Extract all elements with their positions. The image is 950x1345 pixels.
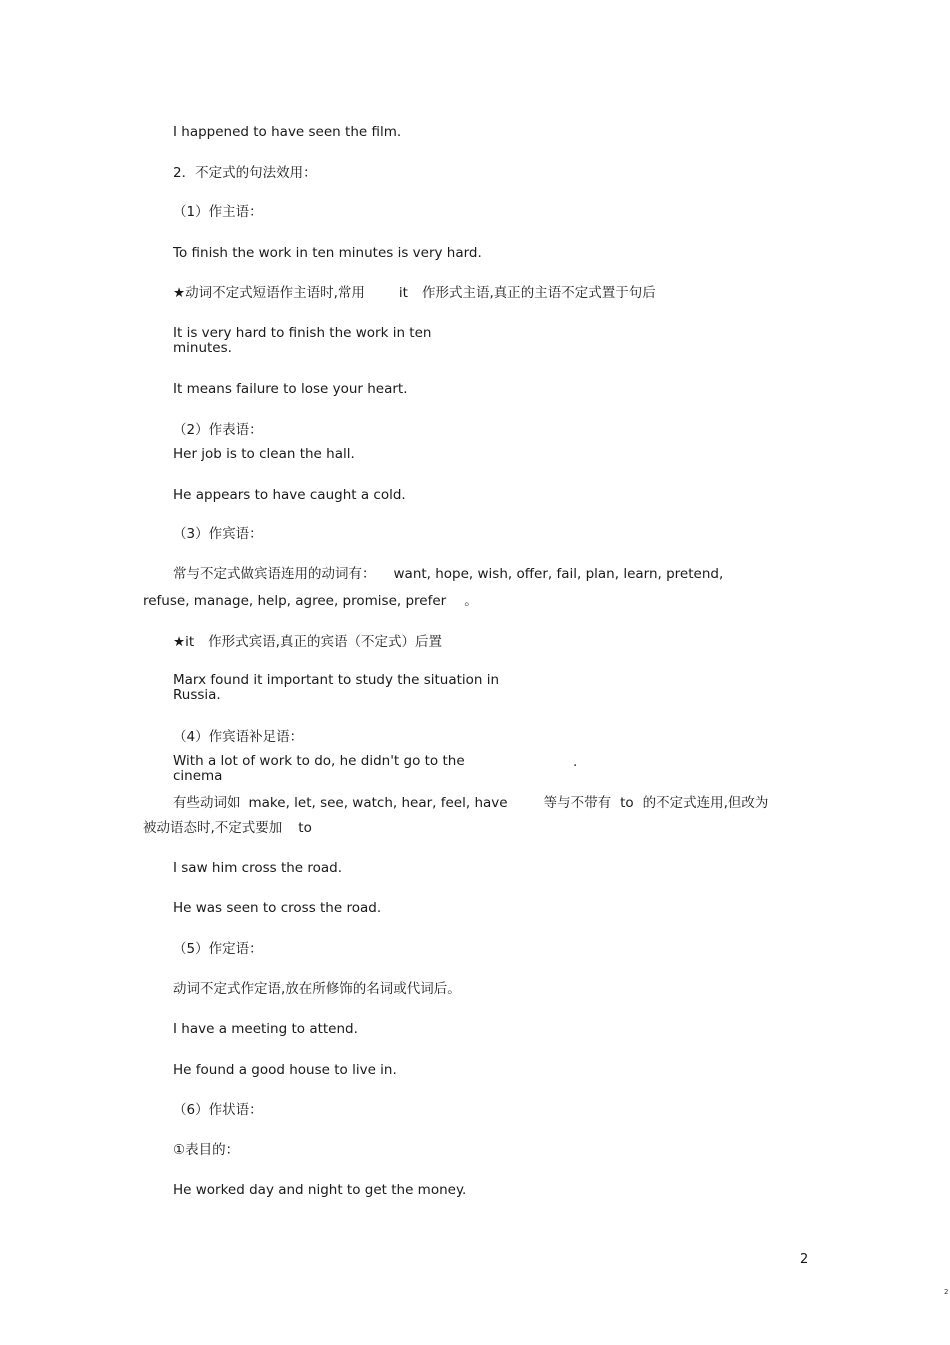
example-sentence: With a lot of work to do, he didn't go to the cinema: [173, 753, 465, 784]
note-text: ★动词不定式短语作主语时,常用: [173, 285, 365, 301]
subsection-heading: （6）作状语：: [173, 1102, 263, 1118]
subsection-heading: （5）作定语：: [173, 941, 263, 957]
example-sentence: It means failure to lose your heart.: [173, 381, 408, 397]
example-sentence: He was seen to cross the road.: [173, 900, 382, 916]
section-heading: 2．不定式的句法效用：: [173, 165, 317, 181]
paragraph-line: [173, 566, 723, 582]
example-sentence: It is very hard to finish the work in ten minutes.: [173, 325, 432, 356]
paragraph-text: 等与不带有: [543, 795, 612, 811]
subsection-heading: （2）作表语：: [173, 422, 263, 438]
paragraph-line: [143, 820, 312, 836]
paragraph-text: 有些动词如: [173, 795, 241, 811]
paragraph-line: [173, 795, 768, 811]
keyword: to: [298, 820, 312, 836]
keyword: to: [620, 795, 634, 811]
note-text: 作形式宾语,真正的宾语（不定式）后置: [208, 634, 442, 650]
paragraph-line: [143, 593, 478, 609]
corner-page-number: 2: [944, 1288, 949, 1296]
example-sentence: He worked day and night to get the money.: [173, 1182, 467, 1198]
example-sentence: To finish the work in ten minutes is very hard.: [173, 245, 482, 261]
paragraph-text: 常与不定式做宾语连用的动词有：: [173, 566, 376, 582]
note-text: 作形式主语,真正的主语不定式置于句后: [421, 285, 656, 301]
example-sentence: He found a good house to live in.: [173, 1062, 397, 1078]
example-sentence: I have a meeting to attend.: [173, 1021, 358, 1037]
subsection-heading: （4）作宾语补足语：: [173, 729, 304, 745]
paragraph-text: 的不定式连用,但改为: [642, 795, 769, 811]
note-keyword: ★it: [173, 634, 195, 650]
list-marker-heading: ①表目的：: [173, 1142, 240, 1158]
stray-period: .: [573, 754, 578, 770]
paragraph-text: 。: [464, 593, 478, 609]
note-line: [173, 285, 656, 301]
paragraph-text: 被动语态时,不定式要加: [143, 820, 283, 836]
subsection-heading: （3）作宾语：: [173, 526, 263, 542]
example-sentence: Marx found it important to study the situation in Russia.: [173, 672, 500, 703]
example-sentence: I happened to have seen the film.: [173, 124, 402, 140]
page-number: 2: [800, 1252, 809, 1267]
example-sentence: I saw him cross the road.: [173, 860, 343, 876]
verb-list: want, hope, wish, offer, fail, plan, learn, pretend,: [393, 566, 724, 582]
paragraph-line: 动词不定式作定语,放在所修饰的名词或代词后。: [173, 981, 461, 997]
example-sentence: Her job is to clean the hall.: [173, 446, 355, 462]
note-line: [173, 634, 442, 650]
verb-list: make, let, see, watch, hear, feel, have: [248, 795, 508, 811]
example-sentence: He appears to have caught a cold.: [173, 487, 406, 503]
verb-list: refuse, manage, help, agree, promise, prefer: [143, 593, 447, 609]
note-keyword: it: [398, 285, 408, 301]
subsection-heading: （1）作主语：: [173, 204, 263, 220]
